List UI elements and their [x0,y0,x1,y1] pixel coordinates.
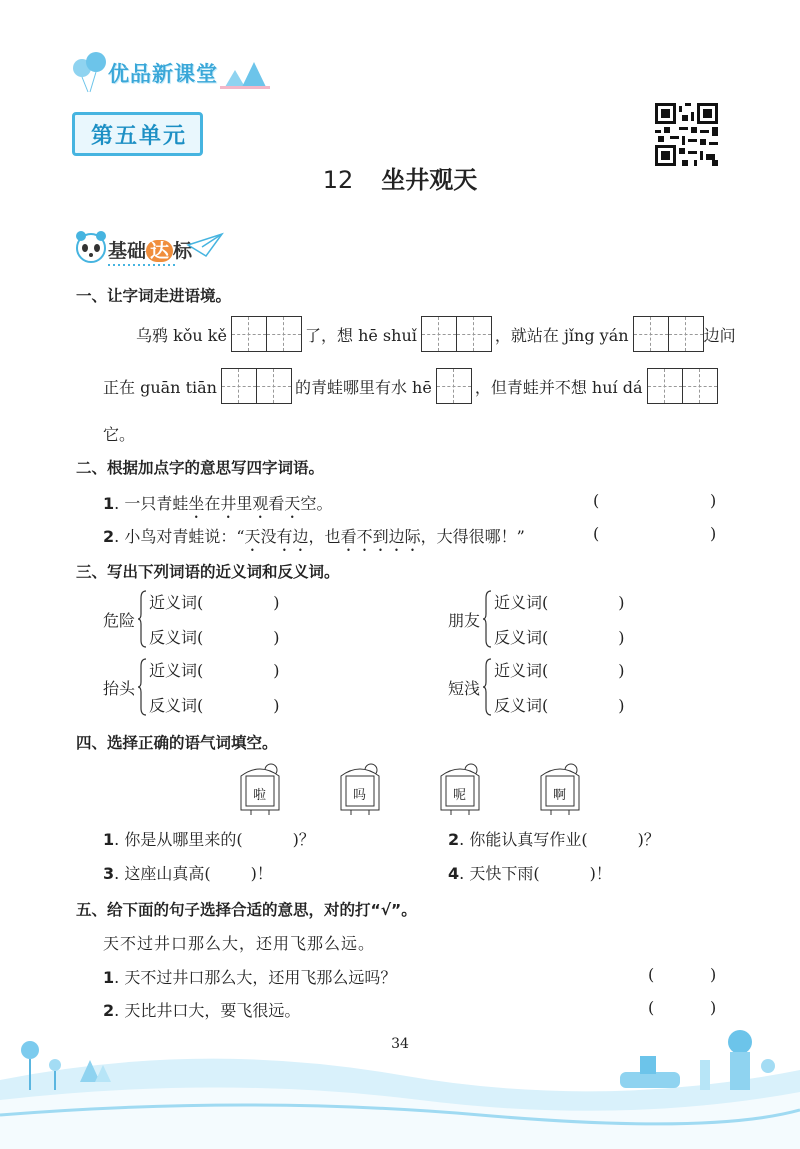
option-word: 啊 [553,788,567,803]
option-word: 吗 [353,788,367,803]
q2-answer-2-open[interactable]: ( [593,524,600,543]
brace-icon [482,658,492,716]
answer-grid[interactable] [221,368,292,404]
paper-plane-icon [186,230,226,260]
brace-icon [137,590,147,648]
q1-title: 一、让字词走进语境。 [76,287,232,305]
q4-item2: 2. 你能认真写作业( )？ [448,830,660,849]
lesson-name: 坐井观天 [381,166,478,194]
synonym-group-2: 朋友 近义词( ) 反义词( ) [448,590,625,648]
answer-grid[interactable] [633,316,704,352]
q5-answer-1-close: ) [710,965,717,984]
word-card [437,762,483,818]
q2-item1: 1. 一只青蛙坐在井里观看天空。 [103,494,333,513]
word-card [537,762,583,818]
q4-item4: 4. 天快下雨( )！ [448,864,612,883]
answer-grid[interactable] [231,316,302,352]
q4-title: 四、选择正确的语气词填空。 [76,734,278,752]
q5-option1: 1. 天不过井口那么大，还用飞那么远吗？ [103,968,397,987]
lesson-number: 12 [322,166,354,194]
q2-answer-1-close: ) [710,491,717,510]
q2-title: 二、根据加点字的意思写四字词语。 [76,459,325,477]
synonym-group-3: 抬头 近义词( ) 反义词( ) [103,658,280,716]
brace-icon [482,590,492,648]
brace-icon [137,658,147,716]
answer-grid[interactable] [436,368,472,404]
word-card [237,762,283,818]
q2-answer-2-close: ) [710,524,717,543]
q5-answer-1-open[interactable]: ( [648,965,655,984]
synonym-group-1: 危险 近义词( ) 反义词( ) [103,590,280,648]
q1-line3: 它。 [103,425,136,444]
q5-answer-2-close: ) [710,998,717,1017]
word-card [337,762,383,818]
synonym-group-4: 短浅 近义词( ) 反义词( ) [448,658,625,716]
unit-label-box [72,112,203,156]
option-word: 呢 [453,788,467,803]
castle-icon [220,52,270,92]
q5-answer-2-open[interactable]: ( [648,998,655,1017]
badge-underline [108,262,178,268]
balloon-icon [70,42,110,94]
qr-code-icon[interactable] [655,103,718,166]
brand-text: 优品新课堂 [108,62,218,86]
brand-logo [70,42,270,94]
lesson-title [0,160,800,195]
answer-grid[interactable] [647,368,718,404]
q4-item1: 1. 你是从哪里来的( )？ [103,830,315,849]
section-badge [74,222,224,270]
page-number: 34 [391,1036,409,1052]
q3-title: 三、写出下列词语的近义词和反义词。 [76,563,340,581]
q4-item3: 3. 这座山真高( )！ [103,864,273,883]
panda-icon [74,228,108,268]
q5-sentence: 天不过井口那么大，还用飞那么远。 [103,934,376,953]
unit-label: 第五单元 [91,124,188,149]
q1-line1: 乌鸦 kǒu kě 了，想 hē shuǐ ，就站在 jǐng yán 边问 [136,316,736,352]
badge-label: 基础 达 标 [108,240,193,262]
q5-title: 五、给下面的句子选择合适的意思，对的打“√”。 [76,901,417,919]
q2-item2: 2. 小鸟对青蛙说：“天没有边，也看不到边际，大得很哪！” [103,527,525,546]
q2-answer-1-open[interactable]: ( [593,491,600,510]
answer-grid[interactable] [421,316,492,352]
q1-line2: 正在 guān tiān 的青蛙哪里有水 hē ，但青蛙并不想 huí dá [103,368,718,404]
option-word: 啦 [253,788,267,803]
q5-option2: 2. 天比井口大，要飞很远。 [103,1001,301,1020]
